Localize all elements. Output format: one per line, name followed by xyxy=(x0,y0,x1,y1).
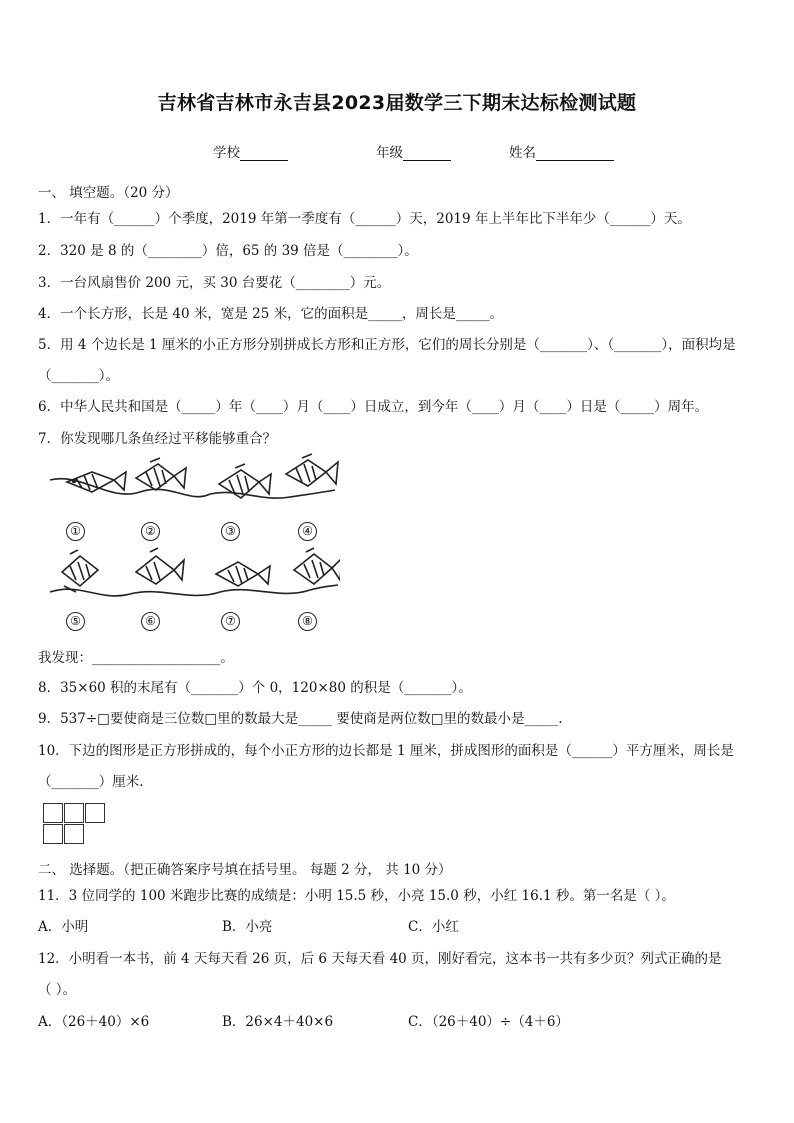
fish-7-icon xyxy=(216,562,270,586)
school-blank[interactable] xyxy=(240,146,288,161)
grid-cell xyxy=(43,824,63,844)
question-8: 8．35×60 积的末尾有（_______）个 0，120×80 的积是（_______）。 xyxy=(38,680,472,696)
school-field xyxy=(213,141,288,161)
fish-6-icon xyxy=(136,548,184,584)
question-2: 2．320 是 8 的（________）倍，65 的 39 倍是（________）。 xyxy=(38,243,418,259)
school-label: 学校 xyxy=(213,145,240,161)
fish-label-1: ① xyxy=(66,522,85,541)
question-10-line1: 10．下边的图形是正方形拼成的，每个小正方形的边长都是 1 厘米，拼成图形的面积是（______）平方厘米，周长是 xyxy=(38,743,734,759)
section1-heading: 一、 填空题。（20 分） xyxy=(38,185,179,201)
q11-option-b[interactable]: B．小亮 xyxy=(222,919,273,935)
question-5-line1: 5．用 4 个边长是 1 厘米的小正方形分别拼成长方形和正方形，它们的周长分别是（_______）、（_______），面积均是 xyxy=(38,337,736,353)
question-12-line2: （ ）。 xyxy=(38,982,77,998)
fish-label-3: ③ xyxy=(221,522,240,541)
water-line-2 xyxy=(50,585,338,596)
name-label: 姓名 xyxy=(509,145,536,161)
fish-label-6: ⑥ xyxy=(141,612,160,631)
question-1: 1．一年有（______）个季度，2019 年第一季度有（______）天，2019 年上半年比下半年少（______）天。 xyxy=(38,211,691,227)
fish-figure xyxy=(40,452,340,636)
question-7: 7．你发现哪几条鱼经过平移能够重合？ xyxy=(38,431,277,447)
page-title: 吉林省吉林市永吉县2023届数学三下期末达标检测试题 xyxy=(157,92,637,114)
fish-8-icon xyxy=(294,548,340,584)
q11-option-a[interactable]: A．小明 xyxy=(38,919,89,935)
question-6: 6．中华人民共和国是（_____）年（____）月（____）日成立，到今年（____）月（____）日是（_____）周年。 xyxy=(38,399,709,415)
fish-label-5: ⑤ xyxy=(66,612,85,631)
water-line-1 xyxy=(50,479,335,498)
question-11: 11．3 位同学的 100 米跑步比赛的成绩是：小明 15.5 秒，小亮 15.0 秒，小红 16.1 秒。第一名是（ ）。 xyxy=(38,888,675,904)
fish-label-7: ⑦ xyxy=(221,612,240,631)
question-10-line2: （_______）厘米. xyxy=(38,774,144,790)
question-5-line2: （_______）。 xyxy=(38,368,119,384)
question-9: 9．537÷□要使商是三位数□里的数最大是_____ 要使商是两位数□里的数最小是_____. xyxy=(38,711,563,727)
name-field xyxy=(509,141,614,161)
question-4: 4．一个长方形，长是 40 米，宽是 25 米，它的面积是_____，周长是_____。 xyxy=(38,306,504,322)
section2-heading: 二、 选择题。（把正确答案序号填在括号里。 每题 2 分， 共 10 分） xyxy=(38,862,452,878)
grid-cell xyxy=(64,824,84,844)
question-12-line1: 12．小明看一本书，前 4 天每天看 26 页，后 6 天每天看 40 页，刚好看完，这本书一共有多少页？列式正确的是 xyxy=(38,951,722,967)
grid-cell xyxy=(43,803,63,823)
question-3: 3．一台风扇售价 200 元，买 30 台要花（________）元。 xyxy=(38,275,391,291)
fish-5-icon xyxy=(62,550,98,592)
q12-option-a[interactable]: A．（26＋40）×6 xyxy=(38,1014,150,1030)
fish-4-icon xyxy=(286,454,338,486)
grid-cell xyxy=(64,803,84,823)
q12-option-b[interactable]: B．26×4＋40×6 xyxy=(222,1014,334,1030)
grade-label: 年级 xyxy=(376,145,403,161)
grid-cell xyxy=(85,803,105,823)
question-7-answer: 我发现：___________________。 xyxy=(38,650,234,666)
q11-option-c[interactable]: C．小红 xyxy=(408,919,459,935)
name-blank[interactable] xyxy=(536,146,614,161)
square-grid-figure xyxy=(43,803,107,845)
fish-label-8: ⑧ xyxy=(298,612,317,631)
fish-label-2: ② xyxy=(141,522,160,541)
fish-1-icon xyxy=(67,472,126,492)
fish-2-icon xyxy=(136,458,186,490)
grade-blank[interactable] xyxy=(403,146,451,161)
grade-field xyxy=(376,141,451,161)
q12-option-c[interactable]: C．（26＋40）÷（4＋6） xyxy=(408,1014,569,1030)
fish-label-4: ④ xyxy=(298,522,317,541)
